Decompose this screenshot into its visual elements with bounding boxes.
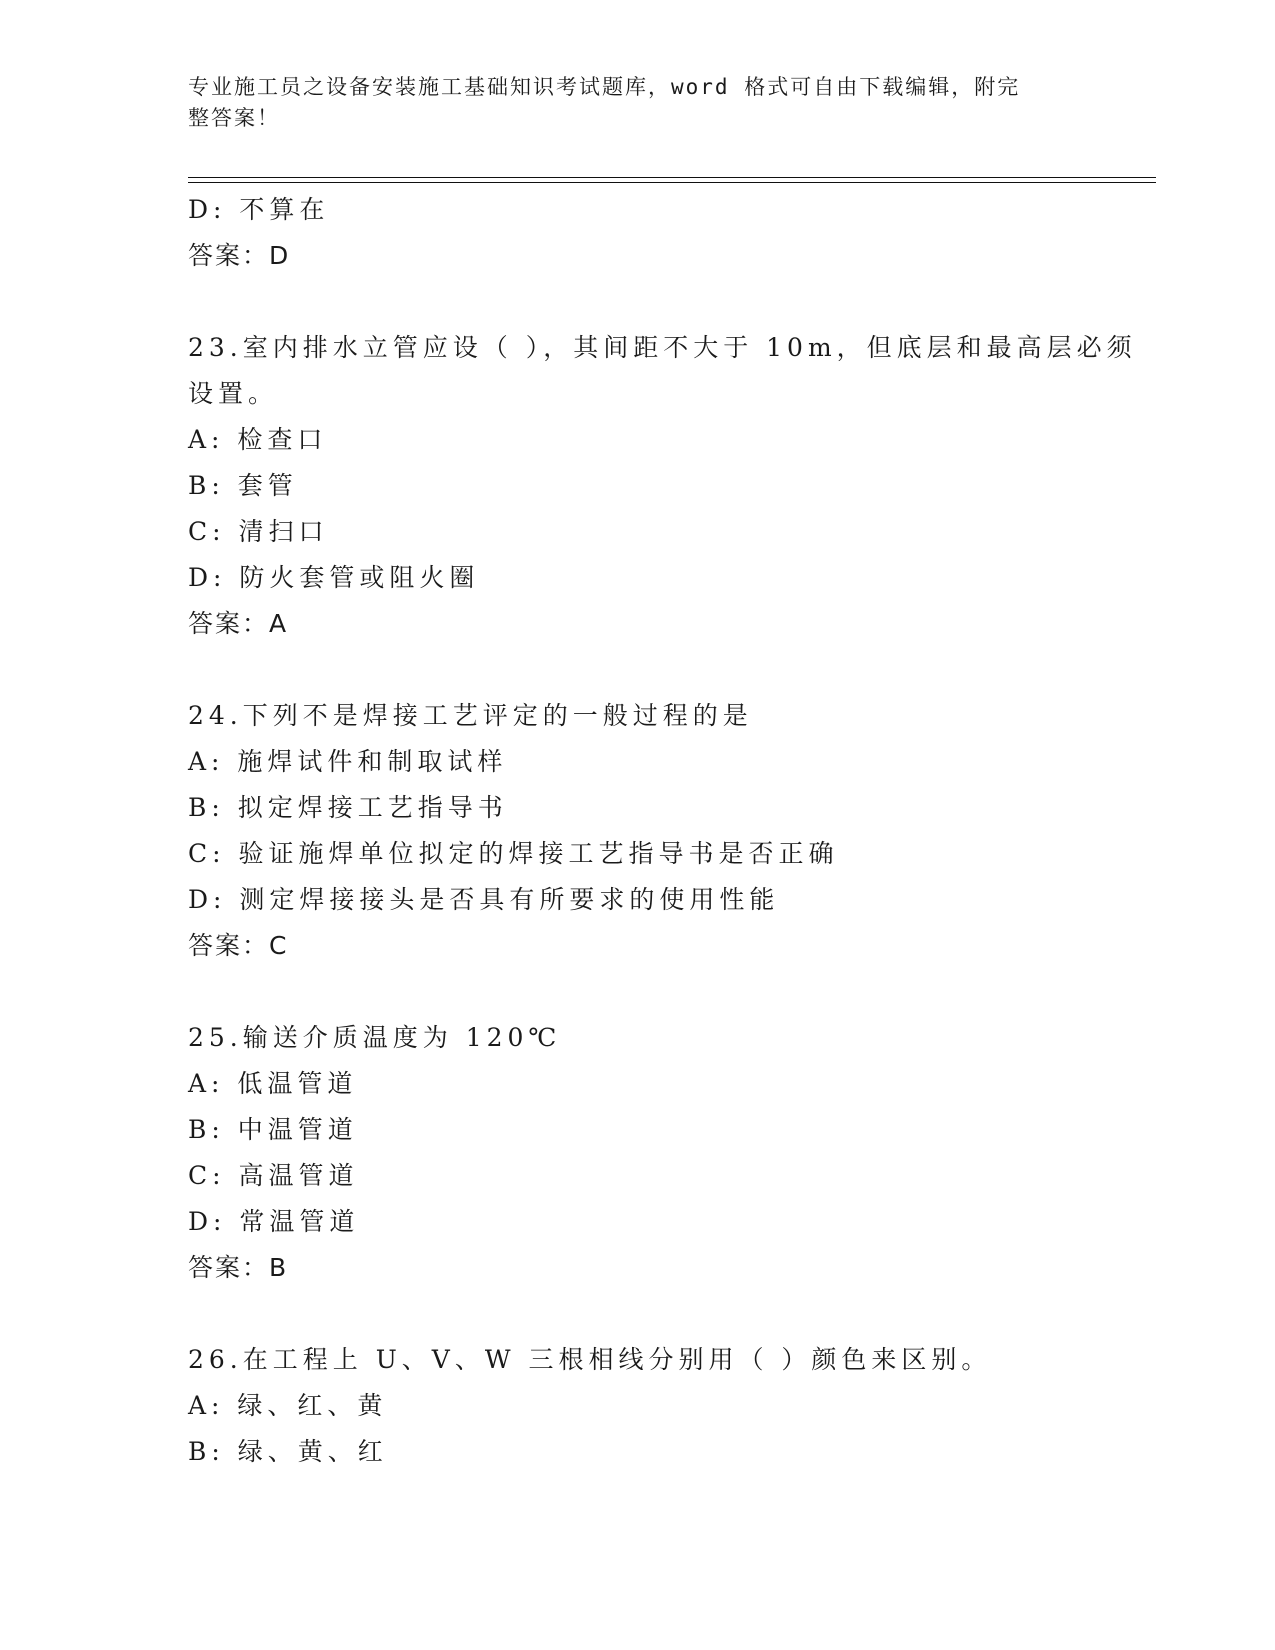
question-23	[188, 325, 1137, 647]
option-a: A: 施焊试件和制取试样	[188, 747, 508, 776]
answer: 答案：D	[188, 241, 291, 270]
option-c: C: 高温管道	[188, 1161, 359, 1190]
option-b: B: 绿、黄、红	[188, 1437, 388, 1466]
spacer	[188, 969, 1128, 1015]
option-c: C: 验证施焊单位拟定的焊接工艺指导书是否正确	[188, 839, 839, 868]
question-26	[188, 1337, 1128, 1475]
question-stem: 24.下列不是焊接工艺评定的一般过程的是	[188, 701, 753, 730]
spacer	[188, 279, 1128, 325]
question-stem: 23.室内排水立管应设（ ），其间距不大于 10m，但底层和最高层必须	[188, 333, 1137, 362]
option-d: D: 不算在	[188, 195, 330, 224]
page-header	[188, 72, 1068, 134]
header-rule-top	[188, 177, 1156, 178]
option-c: C: 清扫口	[188, 517, 329, 546]
option-a: A: 绿、红、黄	[188, 1391, 388, 1420]
question-stem-continued: 设置。	[188, 379, 279, 408]
option-d: D: 测定焊接接头是否具有所要求的使用性能	[188, 885, 780, 914]
question-stem: 25.输送介质温度为 120℃	[188, 1023, 562, 1052]
option-d: D: 常温管道	[188, 1207, 360, 1236]
spacer	[188, 647, 1128, 693]
option-d: D: 防火套管或阻火圈	[188, 563, 480, 592]
header-line-2: 整答案！	[188, 106, 280, 130]
option-b: B: 套管	[188, 471, 298, 500]
option-b: B: 中温管道	[188, 1115, 358, 1144]
option-b: B: 拟定焊接工艺指导书	[188, 793, 508, 822]
spacer	[188, 1291, 1128, 1337]
answer: 答案：A	[188, 609, 289, 638]
answer: 答案：B	[188, 1253, 289, 1282]
header-line-1: 专业施工员之设备安装施工基础知识考试题库，word 格式可自由下载编辑，附完	[188, 75, 1021, 99]
document-body	[188, 187, 1137, 1475]
header-rule-bottom	[188, 182, 1156, 183]
question-24	[188, 693, 1128, 969]
question-stem: 26.在工程上 U、V、W 三根相线分别用（ ）颜色来区别。	[188, 1345, 992, 1374]
answer: 答案：C	[188, 931, 289, 960]
option-a: A: 检查口	[188, 425, 328, 454]
option-a: A: 低温管道	[188, 1069, 358, 1098]
question-25	[188, 1015, 1128, 1291]
